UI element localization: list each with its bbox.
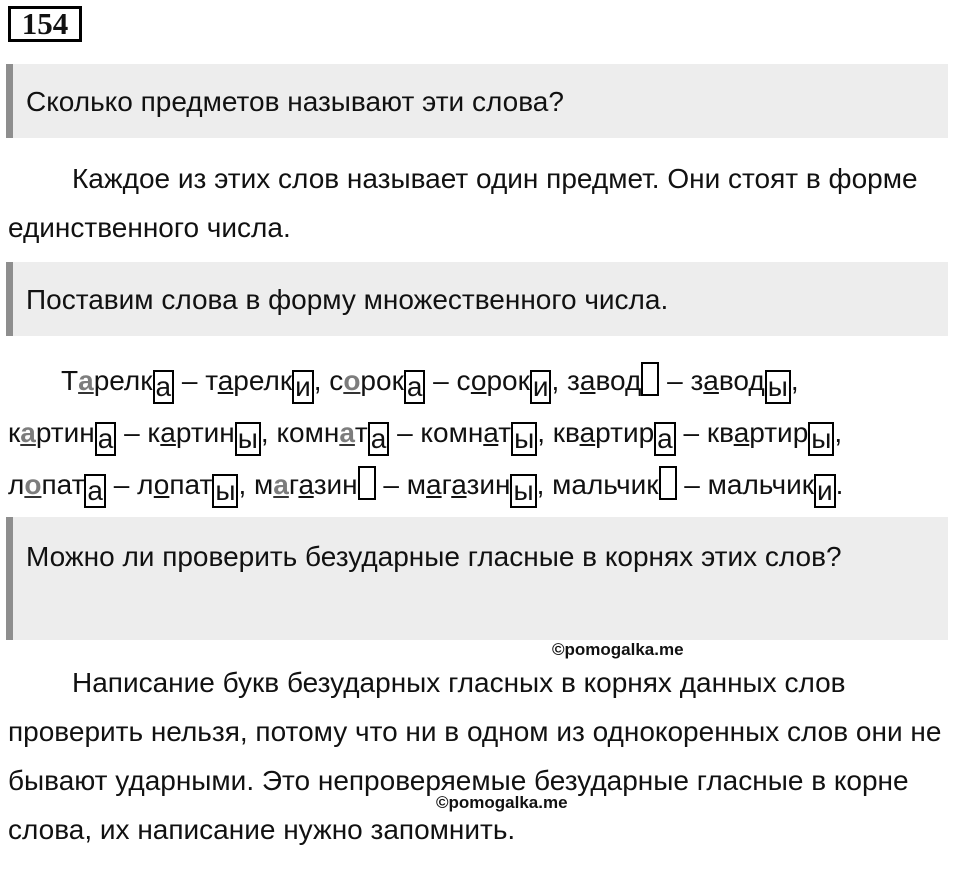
word-line-1 (8, 355, 953, 407)
ending-box: а (153, 370, 175, 404)
word-text: – м (375, 469, 427, 500)
ending-box: и (292, 370, 314, 404)
word-line-3 (8, 459, 953, 511)
question-2: Поставим слова в форму множественного числа. (6, 262, 948, 336)
ending-box: ы (510, 474, 536, 508)
word-text: – мальчик (676, 469, 814, 500)
unstressed-vowel: а (426, 469, 442, 500)
unstressed-vowel: а (160, 417, 176, 448)
watermark: ©pomogalka.me (552, 640, 684, 659)
word-text: – с (425, 365, 471, 396)
unstressed-vowel: а (217, 365, 234, 396)
word-text: – комн (389, 417, 484, 448)
ending-box: ы (808, 422, 834, 456)
word-text: л (8, 469, 25, 500)
answer-1: Каждое из этих слов называет один предмет. Они стоят в форме единственного числа. (8, 163, 918, 243)
word-line-2 (8, 407, 953, 459)
word-text: , (790, 365, 799, 396)
word-text: т (498, 417, 512, 448)
word-list (8, 355, 953, 511)
ending-box: а (95, 422, 117, 456)
word-text: , з (551, 365, 580, 396)
ending-box: а (368, 422, 390, 456)
ending-box: ы (511, 422, 537, 456)
word-text: , кв (537, 417, 580, 448)
question-3: Можно ли проверить безударные гласные в корнях этих слов? (6, 517, 948, 640)
unstressed-vowel: о (153, 469, 170, 500)
word-text: ртир (749, 417, 809, 448)
unstressed-vowel: а (298, 469, 314, 500)
word-text: г (288, 469, 299, 500)
ending-box: ы (765, 370, 791, 404)
word-text: пат (41, 469, 85, 500)
ending-box (641, 362, 659, 396)
ending-box (659, 466, 677, 500)
word-text: рок (360, 365, 404, 396)
word-text: релк (93, 365, 153, 396)
ending-box: и (530, 370, 552, 404)
word-text: , с (313, 365, 344, 396)
unstressed-vowel: а (703, 365, 719, 396)
word-text: ртир (595, 417, 655, 448)
stressed-vowel: а (273, 469, 289, 500)
ending-box: а (84, 474, 106, 508)
word-text: г (441, 469, 452, 500)
word-text: – т (174, 365, 218, 396)
word-text: вод (595, 365, 642, 396)
unstressed-vowel: а (451, 469, 467, 500)
watermark: ©pomogalka.me (436, 793, 568, 812)
ending-box: ы (212, 474, 238, 508)
word-text: т (354, 417, 368, 448)
word-text: к (8, 417, 21, 448)
unstressed-vowel: а (579, 365, 596, 396)
word-text: релк (233, 365, 293, 396)
word-text: , (834, 417, 843, 448)
word-text: , комн (260, 417, 340, 448)
stressed-vowel: а (339, 417, 355, 448)
word-text: , мальчик (536, 469, 659, 500)
unstressed-vowel: а (733, 417, 750, 448)
question-1: Сколько предметов называют эти слова? (6, 64, 948, 138)
word-text: . (835, 469, 844, 500)
word-text: ртин (35, 417, 95, 448)
unstressed-vowel: о (470, 365, 487, 396)
ending-box: а (654, 422, 676, 456)
stressed-vowel: о (343, 365, 361, 396)
word-text: ртин (175, 417, 235, 448)
word-text: , м (238, 469, 274, 500)
word-text: зин (466, 469, 511, 500)
ending-box: и (814, 474, 836, 508)
answer-3: Написание букв безударных гласных в корнях данных слов проверить нельзя, потому что ни в одном из однокоренных слов они не бывают ударными. Это непроверяемые безударные гласные в корне слова, их написание нужно запомнить. (8, 667, 942, 845)
word-text: зин (313, 469, 358, 500)
word-text: Т (61, 365, 79, 396)
word-text: – л (105, 469, 154, 500)
word-text: – к (116, 417, 161, 448)
ending-box (358, 466, 376, 500)
ending-box: а (404, 370, 426, 404)
stressed-vowel: о (24, 469, 42, 500)
word-text: пат (169, 469, 213, 500)
word-text: – з (659, 365, 704, 396)
stressed-vowel: а (78, 365, 94, 396)
word-text: вод (718, 365, 765, 396)
unstressed-vowel: а (579, 417, 596, 448)
word-text: – кв (675, 417, 734, 448)
unstressed-vowel: а (483, 417, 499, 448)
word-text: рок (486, 365, 530, 396)
task-number: 154 (8, 6, 82, 42)
ending-box: ы (235, 422, 261, 456)
stressed-vowel: а (20, 417, 36, 448)
